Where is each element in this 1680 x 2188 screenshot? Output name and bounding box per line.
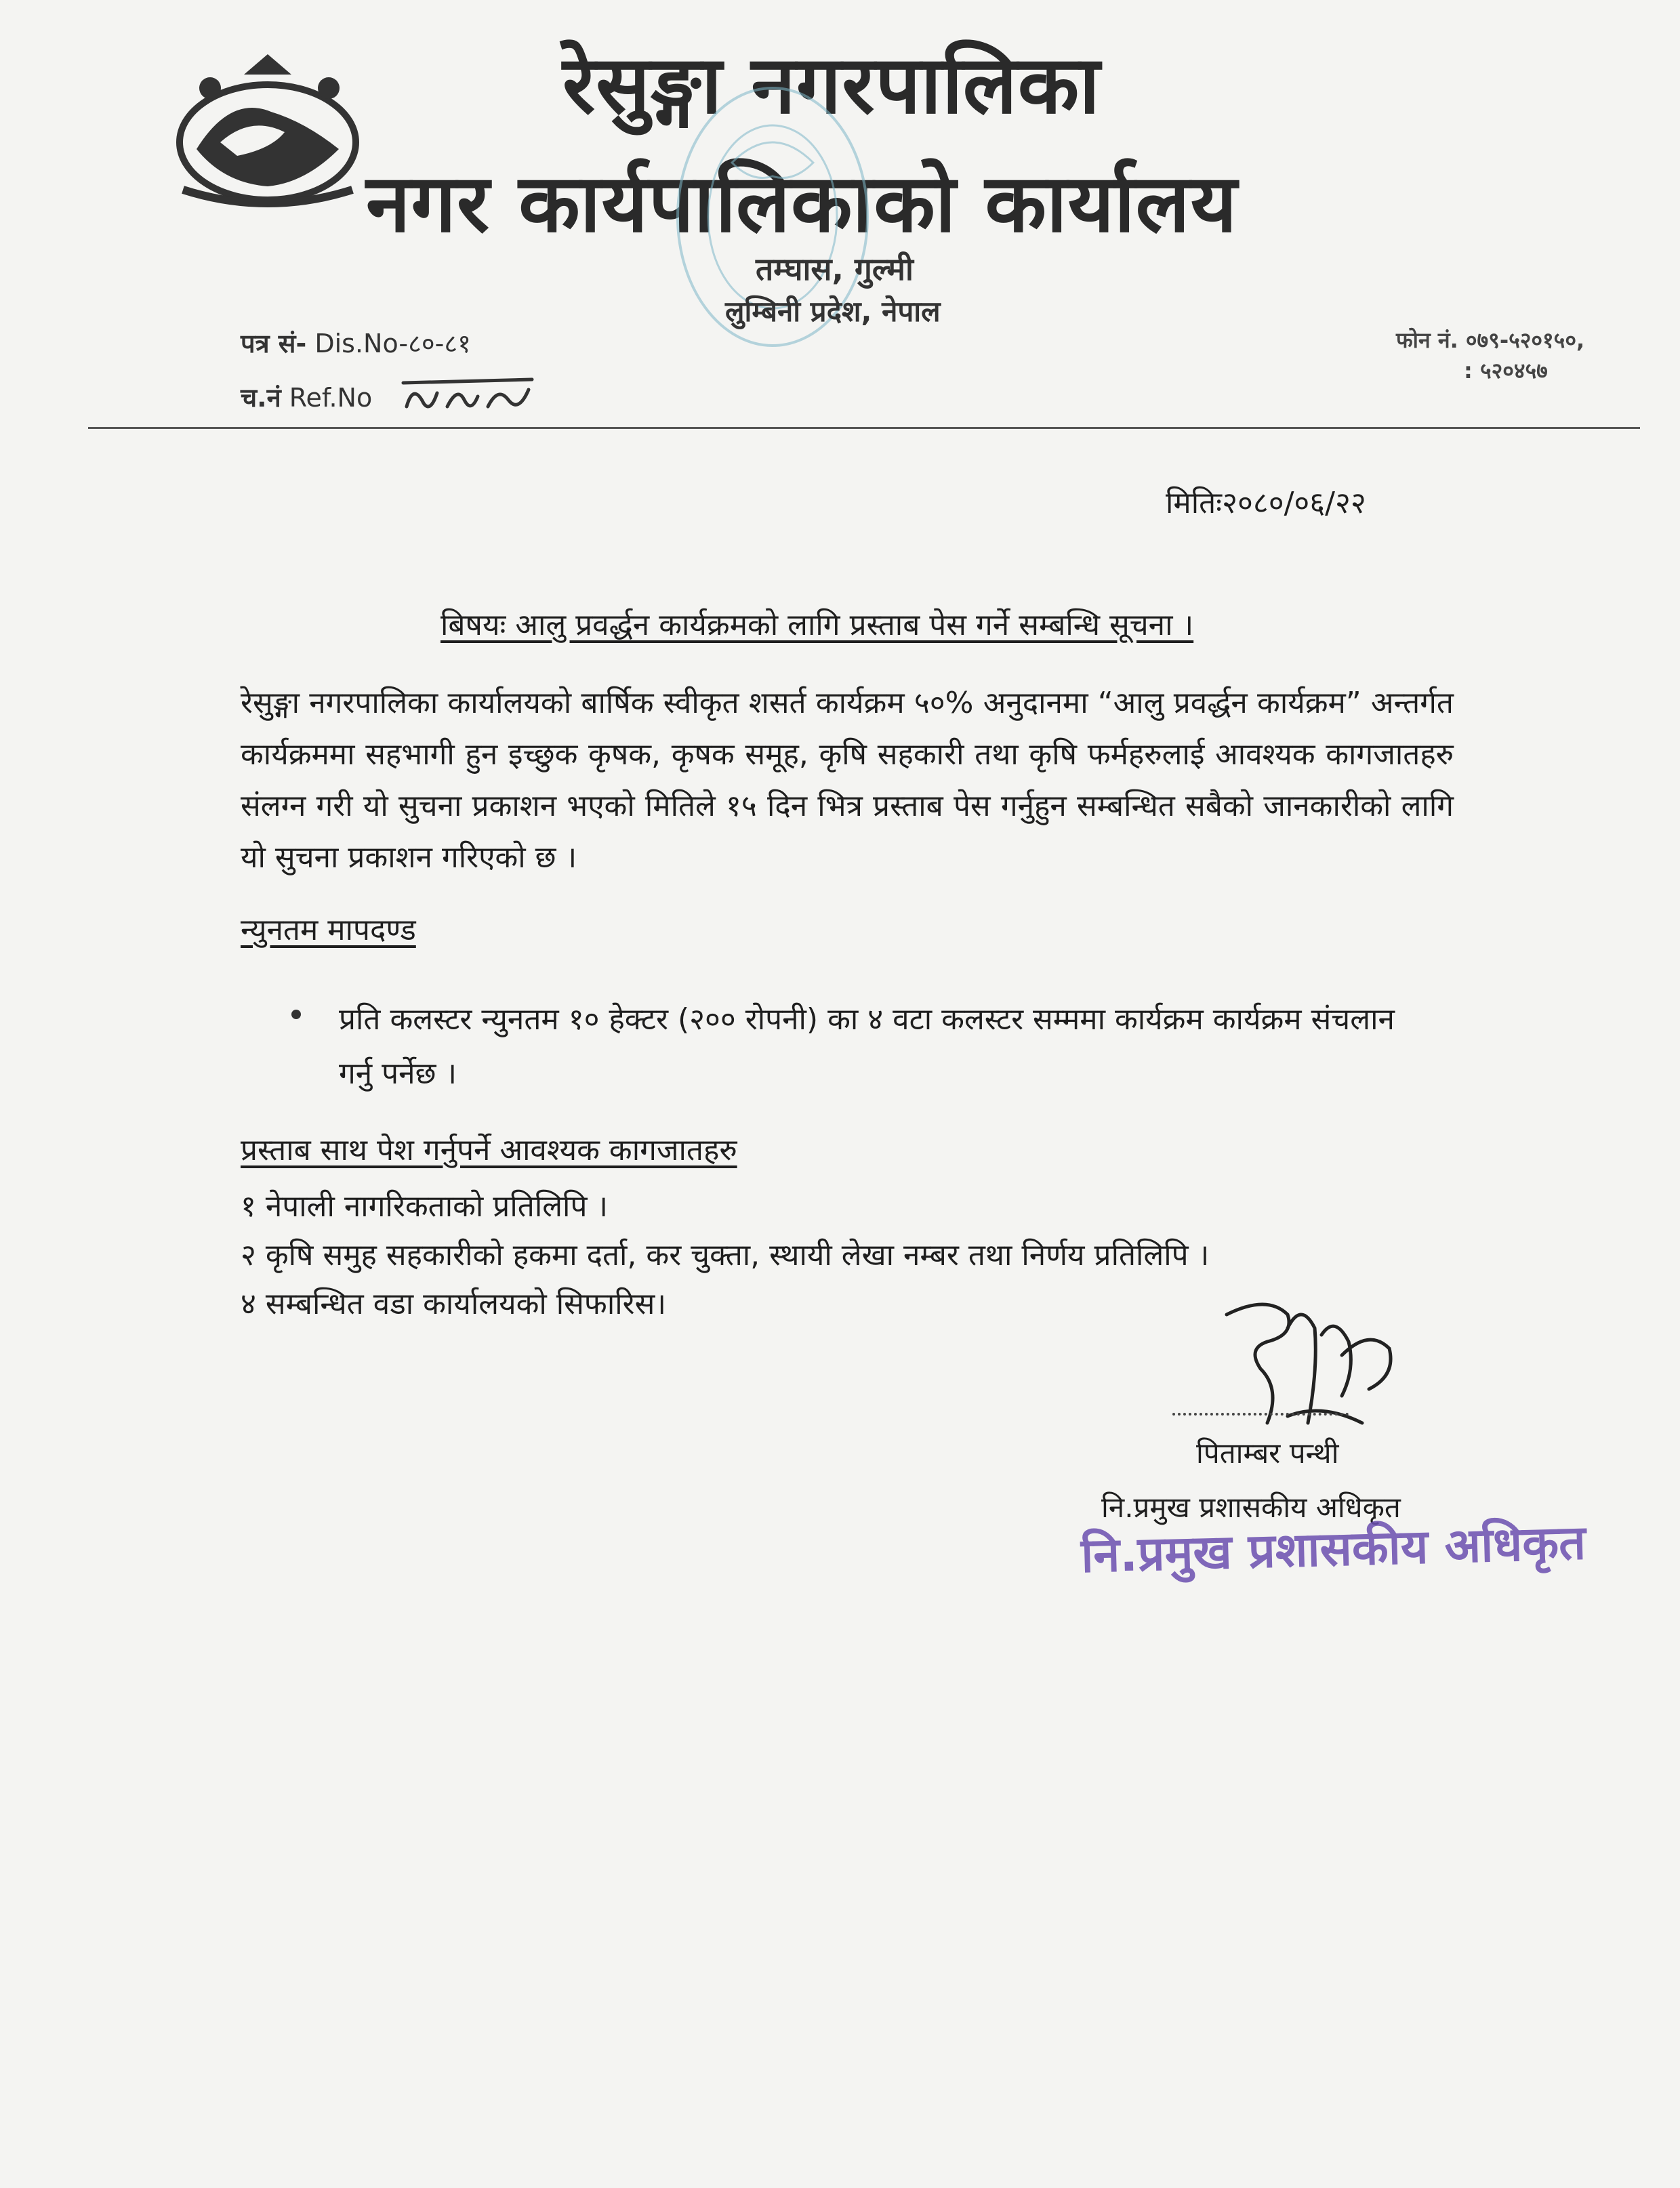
subject-line: बिषयः आलु प्रवर्द्धन कार्यक्रमको लागि प्रस्ताब पेस गर्ने सम्बन्धि सूचना ।	[441, 608, 1194, 642]
list-item: ४ सम्बन्धित वडा कार्यालयको सिफारिस।	[241, 1287, 667, 1321]
list-item: २ कृषि समुह सहकारीको हकमा दर्ता, कर चुक्ता, स्थायी लेखा नम्बर तथा निर्णय प्रतिलिपि ।	[241, 1238, 1210, 1273]
list-item: १ नेपाली नागरिकताको प्रतिलिपि ।	[241, 1189, 609, 1224]
signatory-name: पिताम्बर पन्थी	[1196, 1437, 1339, 1470]
handwritten-signature	[1206, 1287, 1410, 1450]
header-divider	[88, 427, 1640, 429]
body-paragraph: रेसुङ्गा नगरपालिका कार्यालयको बार्षिक स्वीकृत शसर्त कार्यक्रम ५०% अनुदानमा “आलु प्रवर्द्धन कार्यक्रम” अन्तर्गत कार्यक्रममा सहभागी हुन इच्छुक कृषक, कृषक समूह, कृषि सहकारी तथा कृषि फर्महरुलाई आवश्यक कागजातहरु संलग्न गरी यो सुचना प्रकाशन भएको मितिले १५ दिन भित्र प्रस्ताब पेस गर्नुहुन सम्बन्धित सबैको जानकारीको लागि यो सुचना प्रकाशन गरिएको छ ।	[241, 686, 1454, 875]
office-title: नगर कार्यपालिकाको कार्यालय	[366, 157, 1238, 250]
municipality-title: रेसुङ्गा नगरपालिका	[562, 38, 1101, 131]
criteria-heading: न्युनतम मापदण्ड	[241, 913, 416, 947]
designation-stamp: नि.प्रमुख प्रशासकीय अधिकृत	[1080, 1514, 1586, 1584]
documents-heading: प्रस्ताब साथ पेश गर्नुपर्ने आवश्यक कागजातहरु	[241, 1133, 737, 1168]
bullet-icon	[291, 1010, 301, 1019]
phone-line-2: : ५२०४५७	[1464, 358, 1548, 384]
nepal-emblem-icon	[169, 47, 366, 210]
signature-dotted-line	[1172, 1413, 1349, 1416]
reference-label: च.नं	[241, 383, 281, 413]
documents-list	[241, 1182, 1209, 1329]
phone-line-1: फोन नं. ०७९-५२०१५०,	[1396, 327, 1585, 353]
location-line-1: तम्घास, गुल्मी	[756, 251, 914, 287]
dispatch-number	[241, 325, 471, 360]
dispatch-value: Dis.No-८०-८१	[314, 329, 471, 358]
dispatch-label: पत्र सं-	[241, 329, 307, 358]
letter-date: मितिः२०८०/०६/२२	[1166, 486, 1366, 520]
reference-number	[241, 379, 372, 415]
signatory-title: नि.प्रमुख प्रशासकीय अधिकृत	[1101, 1491, 1401, 1524]
location-line-2: लुम्बिनी प्रदेश, नेपाल	[725, 295, 941, 328]
handwritten-reference-number	[400, 369, 535, 424]
criteria-item: प्रति कलस्टर न्युनतम १० हेक्टर (२०० रोपनी) का ४ वटा कलस्टर सम्ममा कार्यक्रम कार्यक्रम संचलान गर्नु पर्नेछ ।	[339, 1002, 1395, 1091]
reference-value: Ref.No	[289, 383, 373, 413]
